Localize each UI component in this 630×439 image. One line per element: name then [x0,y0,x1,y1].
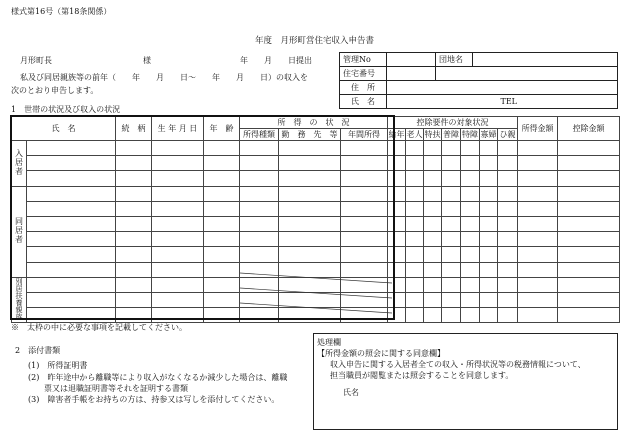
shimei-label: 氏 名 [340,95,387,109]
col-deduction-amount: 控除金額 [558,117,620,141]
col-deduction-4: 特障 [462,130,479,139]
intro-line-1: 私及び同居親族等の前年（ 年 月 日〜 年 月 日）の収入を [20,73,308,82]
col-relation: 続 柄 [116,117,152,141]
kanri-no-label: 管理No [340,53,387,67]
section-2-title: 2 添付書類 [15,346,61,355]
honorific: 様 [143,56,151,65]
section-1-title: 1 世帯の状況及び収入の状況 [11,105,121,114]
col-deduction-status: 控除要件の対象状況 [388,117,518,129]
form-title: 年度 月形町営住宅収入申告書 [255,36,375,46]
attachment-1: (1) 所得証明書 [28,361,88,370]
jusho-field[interactable] [387,81,618,95]
col-deduction-3: 普障 [443,130,460,139]
col-workplace: 勤 務 先 等 [279,129,341,141]
danchi-label: 団地名 [436,53,473,67]
consent-line-1: 収入申告に関する入居者全ての収入・所得状況等の税務情報について、 [330,360,586,369]
group-dependent: 別居扶養親族 [12,277,27,323]
group-applicant: 入居者 [12,141,27,187]
consent-title: 【所得金額の照会に関する同意欄】 [317,349,445,358]
jutaku-no-field[interactable] [387,67,436,81]
form-number: 様式第16号（第18条関係） [11,7,112,16]
consent-name-field[interactable] [360,385,560,399]
addressee: 月形町長 [20,56,52,65]
note: ※ 太枠の中に必要な事項を記載してください。 [11,323,187,332]
col-deduction-0: 給年 [388,130,405,139]
kanri-no-field[interactable] [387,53,436,67]
col-deduction-6: ひ親 [498,129,518,141]
shimei-field[interactable] [387,95,618,109]
col-birth: 生 年 月 日 [152,117,204,141]
attachment-2: (2) 昨年途中から離職等により収入がなくなるか減少した場合は、離職 [28,373,288,382]
submission-date[interactable]: 年 月 日提出 [240,56,312,65]
col-age: 年 齢 [204,117,240,141]
col-name: 氏 名 [12,117,116,141]
danchi-field[interactable] [473,53,618,67]
col-deduction-2: 特扶 [424,130,441,139]
jusho-label: 住 所 [340,81,387,95]
consent-name-label: 氏名 [343,388,359,397]
col-income-type: 所得種類 [240,129,279,141]
management-box [339,52,618,109]
tel-label: TEL [500,97,517,106]
col-deduction-1: 老人 [406,130,423,139]
processing-box [313,333,618,430]
dependent-strike-lines [240,271,392,318]
attachment-2-cont: 票又は退職証明書等それを証明する書類 [28,384,188,393]
jutaku-no-label: 住宅番号 [340,67,387,81]
group-household: 同居者 [12,186,27,277]
intro-line-2: 次のとおり申告します。 [11,86,99,95]
consent-line-2: 担当職員が閲覧または照会することを同意します。 [330,371,514,380]
attachment-3: (3) 障害者手帳をお持ちの方は、持参又は写しを添付してください。 [28,395,280,404]
jutaku-blank [436,67,618,81]
col-deduction-5: 寡婦 [480,130,497,139]
col-annual-income: 年間所得 [341,129,388,141]
col-income-status: 所 得 の 状 況 [240,117,388,129]
col-income-amount: 所得金額 [518,117,558,141]
processing-label: 処理欄 [317,338,341,347]
